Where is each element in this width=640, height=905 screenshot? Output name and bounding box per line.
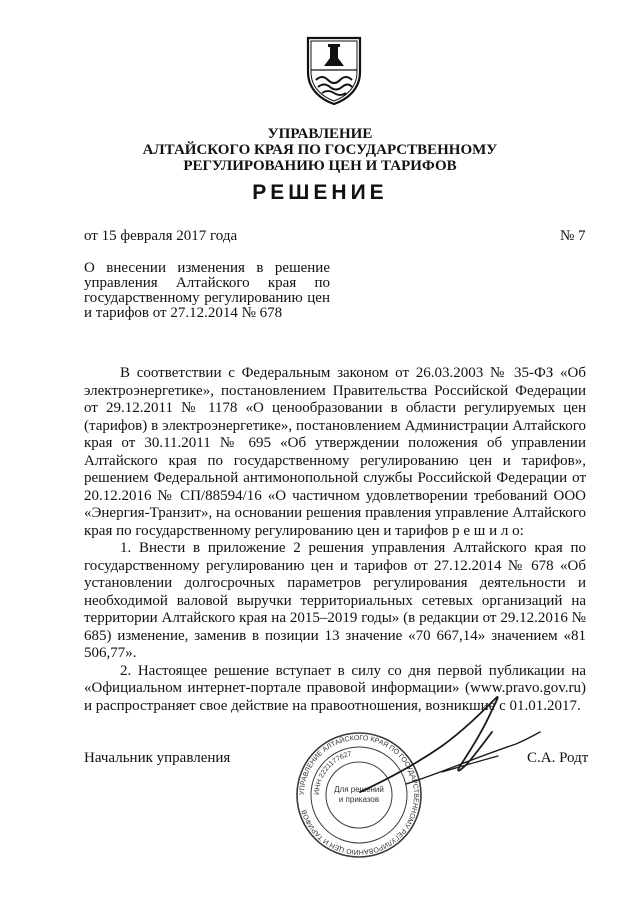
handwritten-signature: [346, 688, 546, 818]
altai-coat-of-arms-icon: [302, 34, 366, 106]
document-date: от 15 февраля 2017 года: [84, 228, 238, 244]
document-title: РЕШЕНИЕ: [252, 181, 388, 204]
seal-inn-text: ИНН 2221177627: [313, 750, 353, 796]
org-name-line-3: РЕГУЛИРОВАНИЮ ЦЕН И ТАРИФОВ: [183, 158, 457, 174]
seal-outer-text: УПРАВЛЕНИЕ АЛТАЙСКОГО КРАЯ ПО ГОСУДАРСТВЕННОМУ РЕГУЛИРОВАНИЮ ЦЕН И ТАРИФОВ: [298, 734, 420, 856]
seal-center-line-2: и приказов: [338, 795, 380, 804]
document-subject: О внесении изменения в решение управления Алтайского края по государственному регулированию цен и тарифов от 27.12.2014 № 678: [84, 260, 330, 321]
document-body: [84, 365, 586, 715]
signer-position: Начальник управления: [84, 750, 231, 766]
org-name-line-1: УПРАВЛЕНИЕ: [267, 126, 373, 142]
document-number: № 7: [560, 228, 586, 244]
signer-name: С.А. Родт: [527, 750, 589, 766]
body-paragraph-preamble: В соответствии с Федеральным законом от 26.03.2003 № 35-ФЗ «Об электроэнергетике», постановлением Правительства Российской Федерации от 29.12.2011 № 1178 «О ценообразовании в области регулируемых цен (тарифов) в электроэнергетике», постановлением Администрации Алтайского края от 30.11.2011 № 695 «Об утверждении положения об управлении Алтайского края по государственному регулированию цен и тарифов», решением Федеральной антимонопольной службы Российской Федерации от 20.12.2016 № СП/88594/16 «О частичном удовлетворении требований ООО «Энергия-Транзит», на основании решения правления управление Алтайского края по государственному регулированию цен и тарифов р е ш и л о:: [84, 365, 586, 539]
body-paragraph-item-1: 1. Внести в приложение 2 решения управления Алтайского края по государственному регулированию цен и тарифов от 27.12.2014 № 678 «Об установлении долгосрочных параметров регулирования деятельности и необходимой валовой выручки территориальных сетевых организаций на территории Алтайского края на 2015–2019 годы» (в редакции от 29.12.2016 № 685) изменение, заменив в позиции 13 значение «70 667,14» значением «81 506,77».: [84, 540, 586, 661]
body-paragraph-item-2: 2. Настоящее решение вступает в силу со дня первой публикации на «Официальном интернет-портале правовой информации» (www.pravo.gov.ru) и распространяет свое действие на правоотношения, возникшие с 01.01.2017.: [84, 662, 586, 714]
org-name-line-2: АЛТАЙСКОГО КРАЯ ПО ГОСУДАРСТВЕННОМУ: [142, 142, 498, 158]
seal-center-line-1: Для решений: [334, 785, 384, 794]
